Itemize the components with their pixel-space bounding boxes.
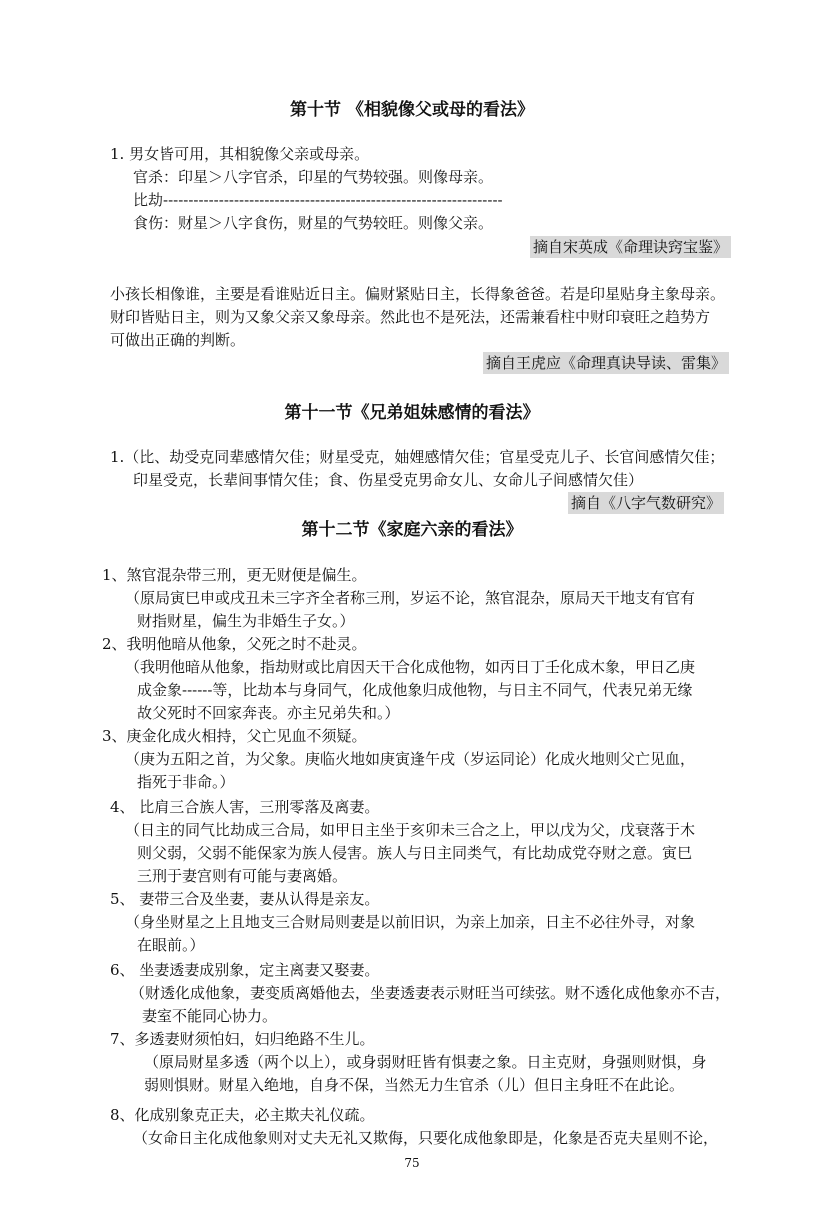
explanation-line: （身坐财星之上且地支三合财局则妻是以前旧识，为亲上加亲，日主不必往外寻，对象 xyxy=(125,913,696,931)
section-10-line-1: 官杀：印星＞八字官杀，印星的气势较强。则像母亲。 xyxy=(133,168,494,186)
section-10-line-3: 食伤：财星＞八字食伤，财星的气势较旺。则像父亲。 xyxy=(133,214,494,232)
explanation-line: 在眼前。） xyxy=(137,936,205,954)
verse-line: 3、庚金化成火相持，父亡见血不须疑。 xyxy=(102,727,367,745)
explanation-line: 财指财星，偏生为非婚生子女。） xyxy=(137,612,355,630)
explanation-line: 妻室不能同心协力。 xyxy=(142,1007,278,1025)
verse-line: 8、化成别象克正夫，必主欺夫礼仪疏。 xyxy=(110,1106,375,1124)
explanation-line: （财透化成他象，妻变质离婚他去，坐妻透妻表示财旺当可续弦。财不透化成他象亦不吉， xyxy=(130,984,731,1002)
explanation-line: 成金象------等，比劫本与身同气，化成他象归成他物，与日主不同气，代表兄弟无缘 xyxy=(137,681,693,699)
verse-line: 2、我明他暗从他象，父死之时不赴灵。 xyxy=(102,635,367,653)
section-10-line-2: 比劫------------------------------------------------------------------- xyxy=(133,191,503,209)
section-11-title: 第十一节《兄弟姐妹感情的看法》 xyxy=(284,403,540,423)
explanation-line: （原局财星多透（两个以上），或身弱财旺皆有惧妻之象。日主克财，身强则财惧，身 xyxy=(144,1053,707,1071)
verse-line: 5、 妻带三合及坐妻，妻从认得是亲友。 xyxy=(110,890,380,908)
explanation-line: 故父死时不回家奔丧。亦主兄弟失和。） xyxy=(137,704,400,722)
source-citation: 摘自宋英成《命理诀窍宝鉴》 xyxy=(530,236,731,258)
source-citation: 摘自王虎应《命理真诀导读、雷集》 xyxy=(483,352,729,374)
section-10-item-1: 1. 男女皆可用，其相貌像父亲或母亲。 xyxy=(110,145,370,163)
explanation-line: 弱则惧财。财星入绝地，自身不保，当然无力生官杀（儿）但日主身旺不在此论。 xyxy=(144,1076,685,1094)
section-10-title: 第十节 《相貌像父或母的看法》 xyxy=(290,100,534,120)
paragraph-line: 可做出正确的判断。 xyxy=(110,331,246,349)
explanation-line: （原局寅巳申或戌丑未三字齐全者称三刑，岁运不论，煞官混杂，原局天干地支有官有 xyxy=(125,589,696,607)
source-citation: 摘自《八字气数研究》 xyxy=(568,492,724,514)
explanation-line: （我明他暗从他象，指劫财或比肩因天干合化成他物，如丙日丁壬化成木象，甲日乙庚 xyxy=(125,658,696,676)
paragraph-line: 小孩长相像谁，主要是看谁贴近日主。偏财紧贴日主，长得象爸爸。若是印星贴身主象母亲。 xyxy=(110,285,726,303)
section-12-title: 第十二节《家庭六亲的看法》 xyxy=(301,520,523,540)
paragraph-line: 财印皆贴日主，则为又象父亲又象母亲。然此也不是死法，还需兼看柱中财印衰旺之趋势方 xyxy=(110,308,711,326)
page-number: 75 xyxy=(404,1156,420,1170)
explanation-line: 则父弱，父弱不能保家为族人侵害。族人与日主同类气，有比劫成党夺财之意。寅巳 xyxy=(137,844,693,862)
verse-line: 6、 坐妻透妻成别象，定主离妻又娶妻。 xyxy=(110,961,380,979)
explanation-line: （庚为五阳之首，为父象。庚临火地如庚寅逢午戌（岁运同论）化成火地则父亡见血， xyxy=(125,750,696,768)
explanation-line: 三刑于妻宫则有可能与妻离婚。 xyxy=(137,867,348,885)
explanation-line: （日主的同气比劫成三合局，如甲日主坐于亥卯未三合之上，甲以戊为父，戊衰落于木 xyxy=(125,821,696,839)
section-11-line-2: 印星受克，长辈间事情欠佳；食、伤星受克男命女儿、女命儿子间感情欠佳） xyxy=(133,471,644,489)
explanation-line: （女命日主化成他象则对丈夫无礼又欺侮，只要化成他象即是，化象是否克夫星则不论， xyxy=(133,1129,719,1147)
verse-line: 4、 比肩三合族人害，三刑零落及离妻。 xyxy=(110,798,380,816)
explanation-line: 指死于非命。） xyxy=(137,773,235,791)
section-11-line-1: 1.（比、劫受克同辈感情欠佳；财星受克，妯娌感情欠佳；官星受克儿子、长官间感情欠佳； xyxy=(110,448,725,466)
verse-line: 7、多透妻财须怕妇，妇归绝路不生儿。 xyxy=(110,1030,375,1048)
verse-line: 1、煞官混杂带三刑，更无财便是偏生。 xyxy=(102,566,367,584)
